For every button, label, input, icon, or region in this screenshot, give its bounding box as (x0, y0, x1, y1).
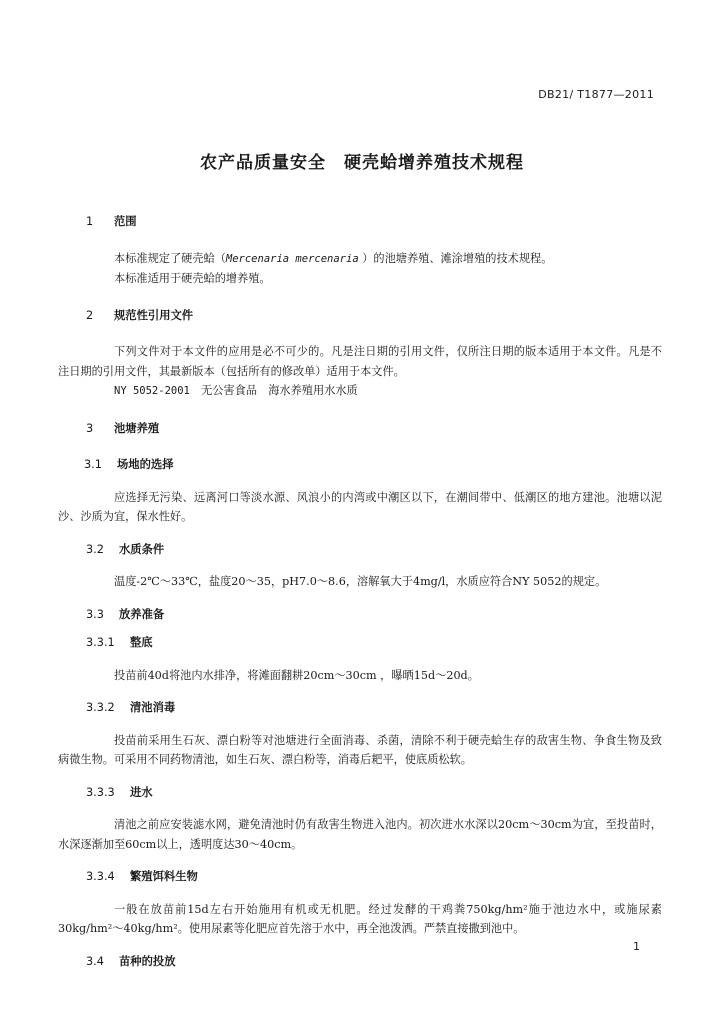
paragraph: 温度-2℃～33℃，盐度20～35，pH7.0～8.6，溶解氧大于4mg/l，水质应符合NY 5052的规定。 (114, 575, 607, 588)
section-title: 规范性引用文件 (114, 308, 194, 322)
subsection-title: 放养准备 (119, 607, 165, 621)
subsection-title: 水质条件 (119, 542, 165, 556)
subsection-3-4-heading (86, 952, 662, 972)
subsection-number: 3.3.2 (86, 701, 115, 714)
reference-code: NY 5052-2001 (114, 385, 190, 397)
species-latin-name: Mercenaria mercenaria (225, 252, 359, 265)
subsection-number: 3.3.1 (86, 636, 115, 649)
subsection-title: 整底 (130, 636, 153, 649)
section-number: 1 (86, 215, 94, 228)
subsection-title: 场地的选择 (117, 458, 174, 471)
subsection-3-3-heading (86, 605, 662, 625)
subsection-number: 3.2 (86, 542, 104, 556)
paragraph: 下列文件对于本文件的应用是必不可少的。凡是注日期的引用文件，仅所注日期的版本适用于本文件。凡是不注日期的引用文件，其最新版本（包括所有的修改单）适用于本文件。 (58, 345, 662, 378)
subsection-3-3-1-heading (86, 633, 662, 653)
subsection-title: 苗种的投放 (119, 954, 176, 968)
standard-code: DB21/ T1877—2011 (538, 88, 654, 101)
paragraph: 应选择无污染、远离河口等淡水源、风浪小的内湾或中潮区以下，在潮间带中、低潮区的地方建池。池塘以泥沙、沙质为宜，保水性好。 (58, 490, 662, 523)
section-title: 范围 (114, 215, 137, 228)
text-run: ）的池塘养殖、滩涂增殖的技术规程。 (358, 251, 553, 265)
subsection-title: 繁殖饵料生物 (130, 870, 198, 883)
paragraph: 一般在放苗前15d左右开始施用有机或无机肥。经过发酵的干鸡粪750kg/hm²施于池边水中，或施尿素30kg/hm²～40kg/hm²。使用尿素等化肥应首先溶于水中，再全池泼洒。严禁直接撒到池中。 (58, 902, 662, 935)
subsection-number: 3.3.3 (86, 785, 115, 799)
paragraph: 清池之前应安装滤水网，避免清池时仍有敌害生物进入池内。初次进水水深以20cm～30cm为宜，至投苗时，水深逐渐加至60cm以上，透明度达30～40cm。 (58, 818, 662, 851)
page-number: 1 (633, 940, 640, 953)
paragraph (86, 249, 662, 270)
subsection-number: 3.1 (84, 458, 102, 471)
section-number: 2 (86, 308, 94, 322)
subsection-number: 3.3 (86, 607, 104, 621)
document-body (58, 212, 662, 971)
subsection-number: 3.4 (86, 954, 104, 968)
subsection-3-3-4-heading (86, 867, 662, 887)
subsection-title: 清池消毒 (130, 701, 176, 714)
subsection-title: 进水 (130, 785, 153, 799)
paragraph: 投苗前40d将池内水排净，将滩面翻耕20cm～30cm ，曝晒15d～20d。 (114, 668, 479, 682)
document-title: 农产品质量安全 硬壳蛤增养殖技术规程 (200, 153, 524, 173)
paragraph: 本标准适用于硬壳蛤的增养殖。 (114, 272, 271, 285)
subsection-3-3-2-heading (86, 698, 662, 718)
section-3-heading (86, 419, 662, 439)
subsection-3-2-heading (86, 540, 662, 560)
section-2-heading (86, 306, 662, 326)
section-number: 3 (86, 421, 94, 435)
text-run: 本标准规定了硬壳蛤（ (114, 251, 226, 265)
subsection-number: 3.3.4 (86, 870, 115, 883)
normative-reference (86, 381, 662, 402)
section-title: 池塘养殖 (114, 421, 160, 435)
subsection-3-3-3-heading (86, 783, 662, 803)
section-1-heading (86, 212, 662, 232)
reference-title: 无公害食品 海水养殖用水水质 (201, 384, 358, 397)
subsection-3-1-heading (84, 455, 662, 475)
paragraph: 投苗前采用生石灰、漂白粉等对池塘进行全面消毒、杀菌，清除不利于硬壳蛤生存的敌害生物、争食生物及致病微生物。可采用不同药物清池，如生石灰、漂白粉等，消毒后耙平，使底质松软。 (58, 733, 662, 766)
